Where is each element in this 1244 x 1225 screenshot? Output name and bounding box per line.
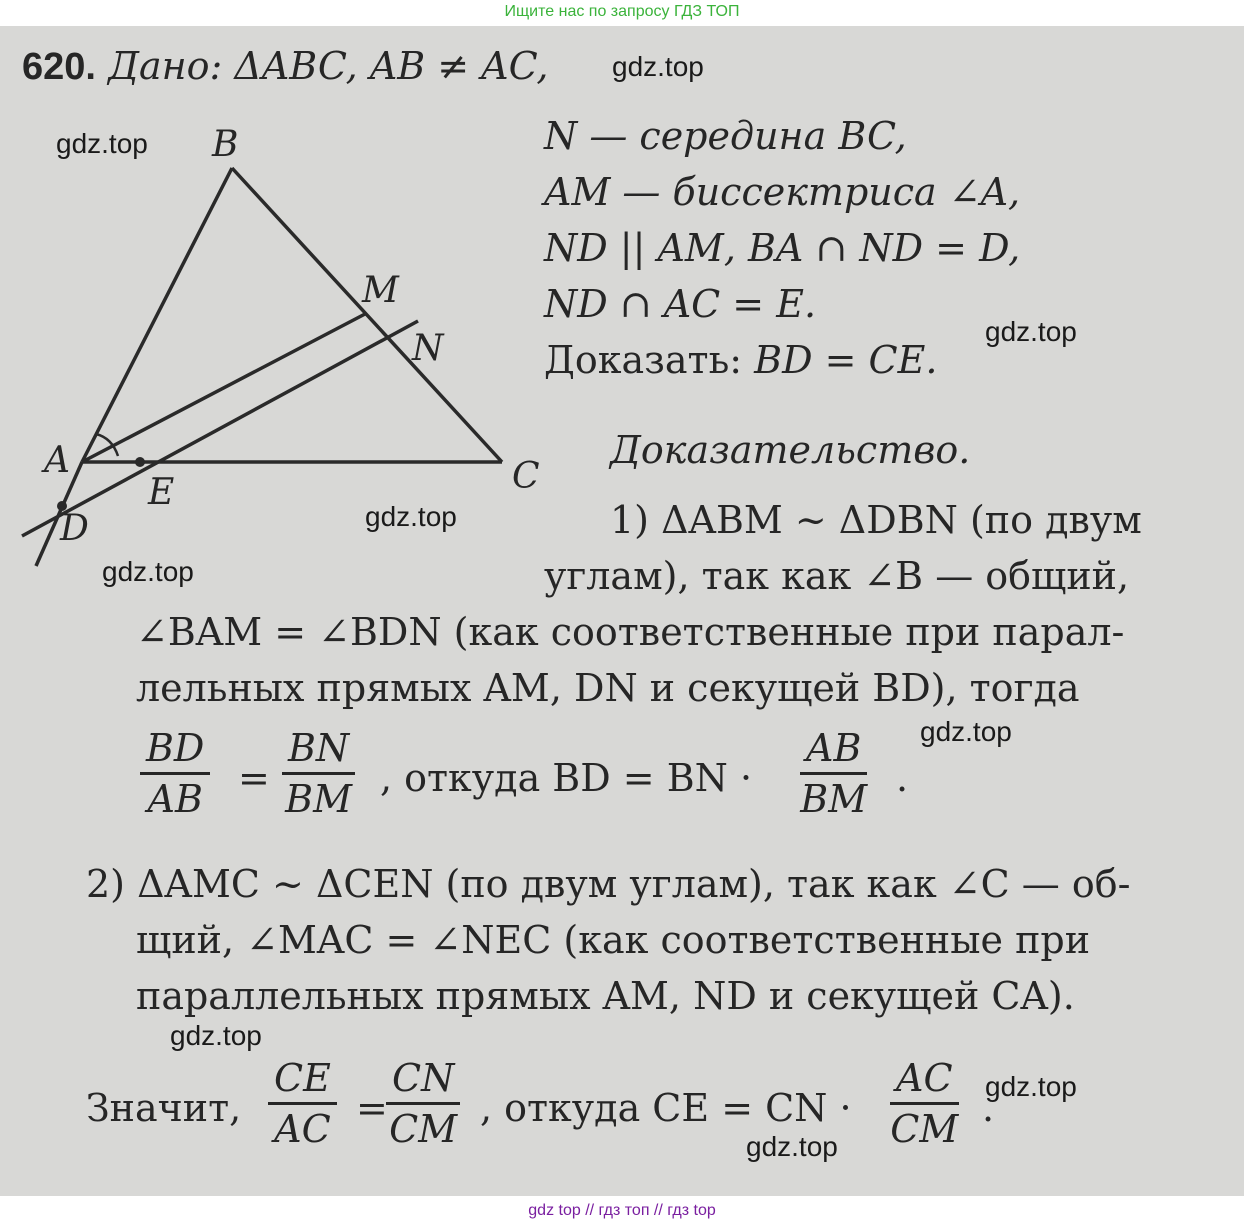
top-banner[interactable]: Ищите нас по запросу ГДЗ ТОП xyxy=(504,3,740,20)
fraction-bn-bm: $\frac{BN}{BM}$ xyxy=(282,726,355,821)
step2-line3: параллельных прямых AM, ND и секущей CA). xyxy=(136,974,1075,1018)
label-a: A xyxy=(44,440,70,481)
step1-tail: , откуда BD = BN · xyxy=(380,756,753,800)
fraction-cn-cm: $\frac{CN}{CM}$ xyxy=(386,1056,460,1151)
step2-tail: , откуда CE = CN · xyxy=(480,1086,852,1130)
step1-line3: ∠BAM = ∠BDN (как соответственные при парал- xyxy=(136,610,1125,654)
watermark: gdz.top xyxy=(746,1131,838,1162)
given-line-3: AM — биссектриса ∠A, xyxy=(544,170,1021,214)
given-line-1: ΔABC, AB ≠ AC, xyxy=(234,44,549,88)
fraction-ac-cm: $\frac{AC}{CM}$ xyxy=(890,1056,959,1151)
equals-sign: = xyxy=(238,756,270,800)
given-line-4: ND || AM, BA ∩ ND = D, xyxy=(544,226,1021,270)
label-b: B xyxy=(212,124,239,165)
bottom-banner[interactable]: gdz top // гдз топ // гдз top xyxy=(528,1202,716,1219)
step1-end: . xyxy=(896,756,909,800)
prove-line xyxy=(544,338,937,382)
label-e: E xyxy=(148,472,175,513)
given-line-5: ND ∩ AC = E. xyxy=(544,282,817,326)
label-d: D xyxy=(60,508,89,549)
equals-sign: = xyxy=(356,1086,388,1130)
problem-header xyxy=(22,44,548,89)
step2-lead: Значит, xyxy=(86,1086,242,1130)
watermark: gdz.top xyxy=(920,716,1012,747)
step2-end: . xyxy=(982,1086,995,1130)
watermark: gdz.top xyxy=(612,51,704,82)
label-c: C xyxy=(512,456,540,497)
side-bc xyxy=(232,168,502,462)
watermark: gdz.top xyxy=(102,556,194,587)
fraction-bd-ab: $\frac{BD}{AB}$ xyxy=(140,726,210,821)
fraction-ce-ac: $\frac{CE}{AC}$ xyxy=(268,1056,337,1151)
given-line-2: N — середина BC, xyxy=(544,114,907,158)
watermark: gdz.top xyxy=(985,316,1077,347)
triangle-figure xyxy=(0,116,560,576)
step1-line2: углам), так как ∠B — общий, xyxy=(544,554,1130,598)
prove-label: Доказать: xyxy=(544,338,743,382)
bisector-am xyxy=(82,314,365,462)
given-prefix: Дано: xyxy=(108,44,223,88)
step1-line1: 1) ΔABM ~ ΔDBN (по двум xyxy=(610,498,1142,542)
watermark: gdz.top xyxy=(170,1020,262,1051)
fraction-ab-bm: $\frac{AB}{BM}$ xyxy=(800,726,868,821)
proof-title: Доказательство. xyxy=(610,428,971,472)
label-n: N xyxy=(412,328,444,369)
step1-line4: лельных прямых AM, DN и секущей BD), тогда xyxy=(136,666,1080,710)
label-m: M xyxy=(362,270,399,311)
prove-statement: BD = CE. xyxy=(754,338,938,382)
side-ab xyxy=(82,168,232,462)
scanned-page xyxy=(0,26,1244,1196)
problem-number: 620. xyxy=(22,46,96,88)
step2-line1: 2) ΔAMC ~ ΔCEN (по двум углам), так как ∠C — об- xyxy=(86,862,1131,906)
line-dn xyxy=(22,321,418,536)
point-e xyxy=(135,457,145,467)
watermark: gdz.top xyxy=(56,128,148,159)
watermark: gdz.top xyxy=(985,1071,1077,1102)
watermark: gdz.top xyxy=(365,501,457,532)
step2-line2: щий, ∠MAC = ∠NEC (как соответственные при xyxy=(136,918,1091,962)
